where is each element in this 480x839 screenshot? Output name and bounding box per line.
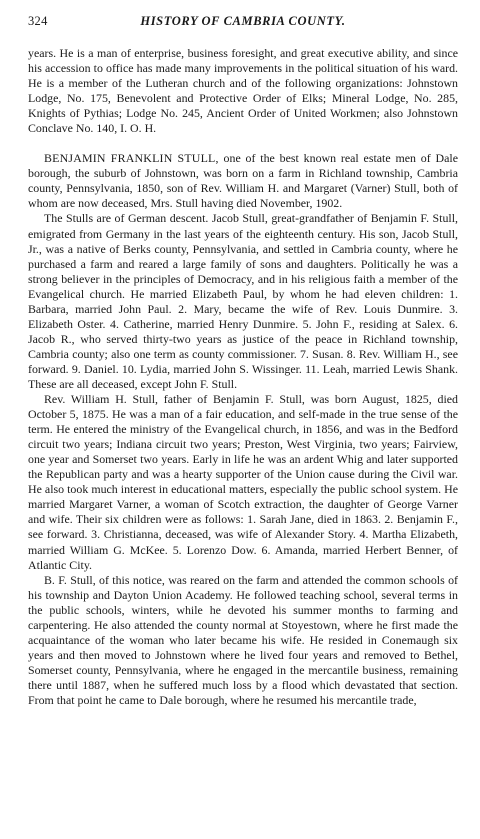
paragraph-ancestry: The Stulls are of German descent. Jacob Stull, great-grandfather of Benjamin F. Stull, emigrated from Germany in the last years of the eighteenth century. His son, Jacob Stull, Jr., was a native of Berks county, Pennsylvania, and settled in Cambria county, where he purchased a farm and reared a large family of sons and daughters. Politically he was a strong believer in the principles of Democracy, and in his religious faith a member of the Evangelical church. He married Elizabeth Paul, by whom he had eleven children: 1. Barbara, married John Paul. 2. Mary, became the wife of Rev. Louis Dunmire. 3. Elizabeth Oster. 4. Catherine, married Henry Dunmire. 5. John F., residing at Salex. 6. Jacob R., who served thirty-two years as justice of the peace in Richland township, Cambria county; also one term as county commissioner. 7. Susan. 8. Rev. William H., see forward. 9. Daniel. 10. Lydia, married John S. Wissinger. 11. Leah, married Lewis Shank. These are all deceased, except John F. Stull. (28, 211, 458, 391)
biography-entry-intro (28, 151, 458, 211)
paragraph-subject: B. F. Stull, of this notice, was reared on the farm and attended the common schools of his township and Dayton Union Academy. He followed teaching school, several terms in the public schools, winters, while he devoted his summer months to farming and carpentering. He also attended the county normal at Stoyestown, where he first made the acquaintance of the woman who later became his wife. He resided in Conemaugh six years and then moved to Johnstown where he lived four years and removed to Bethel, Somerset county, Pennsylvania, where he engaged in the mercantile business, remaining there until 1887, when he suffered much loss by a flood which devastated that section. From that point he came to Dale borough, where he resumed his mercantile trade, (28, 572, 458, 707)
paragraph-father: Rev. William H. Stull, father of Benjamin F. Stull, was born August, 1825, died October 5, 1875. He was a man of a fair education, and self-made in the true sense of the term. He entered the ministry of the Evangelical church, in 1856, and was in the Bedford circuit two years; Indiana circuit two years; Preston, West Virginia, two years; Fairview, one year and Somerset two years. Early in life he was an ardent Whig and later supported the Republican party and was a hearty supporter of the Union cause during the Civil war. He also took much interest in educational matters, especially the public school system. He married Margaret Varner, a woman of Scotch extraction, the daughter of George Varner and wife. Their six children were as follows: 1. Sarah Jane, died in 1863. 2. Benjamin F., see forward. 3. Christianna, deceased, was wife of Alexander Story. 4. Martha Elizabeth, married William G. McKee. 5. Lorenzo Dow. 6. Amanda, married Herbert Benner, of Atlantic City. (28, 392, 458, 572)
body-text (28, 46, 458, 708)
paragraph-continued: years. He is a man of enterprise, business foresight, and great executive ability, and since his accession to office has made many improvements in the political situation of his ward. He is a member of the Lutheran church and of the following organizations: Johnstown Lodge, No. 175, Benevolent and Protective Order of Elks; Mineral Lodge, No. 285, Knights of Pythias; Lodge No. 245, Ancient Order of United Workmen; also Johnstown Conclave No. 140, I. O. H. (28, 46, 458, 136)
running-head: HISTORY OF CAMBRIA COUNTY. (140, 14, 346, 28)
entry-intro-text: one of the best known real estate men of Dale borough, the suburb of Johnstown, was born on a farm in Richland township, Cambria county, Pennsylvania, 1850, son of Rev. William H. and Margaret (Varner) Stull, both of whom are now deceased, Mrs. Stull having died November, 1902. (28, 151, 458, 211)
page-header (28, 14, 458, 40)
page-number: 324 (28, 14, 48, 28)
entry-name: BENJAMIN FRANKLIN STULL, (44, 151, 219, 166)
